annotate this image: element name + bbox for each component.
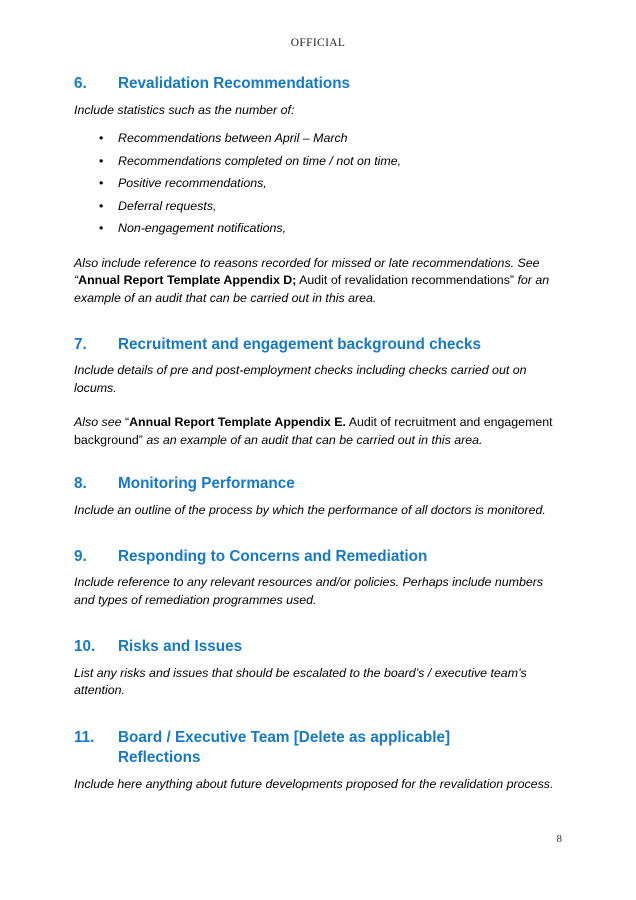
section-heading-6	[74, 74, 564, 95]
section-title-11	[118, 728, 564, 769]
section-heading-11	[74, 728, 564, 769]
bullet-icon: •	[99, 130, 104, 145]
section-7-para-1: Include details of pre and post-employment checks including checks carried out on locums.	[74, 363, 527, 395]
bullet-icon: •	[99, 221, 104, 236]
section-title-9: Responding to Concerns and Remediation	[118, 547, 428, 565]
section-title-10: Risks and Issues	[118, 638, 243, 656]
bullet-icon: •	[99, 176, 104, 191]
section-title-7: Recruitment and engagement background checks	[118, 335, 481, 353]
section-title-8: Monitoring Performance	[118, 475, 295, 493]
bullet-icon: •	[99, 198, 104, 213]
section-title-11-line2: Reflections	[118, 749, 201, 767]
section-heading-9	[74, 547, 564, 568]
section-7-para2-part1: Also see	[74, 415, 125, 430]
section-7-para2-part4: Audit of recruitment and engagement background”	[74, 415, 553, 447]
section-title-11-line1: Board / Executive Team [Delete as applicable]	[118, 728, 451, 746]
section-6-closing-part4: for an example of an audit that can be carried out in this area.	[74, 273, 550, 305]
section-number-11: 11.	[74, 728, 95, 746]
list-item-label: Positive recommendations,	[118, 176, 267, 191]
section-9-para-1: Include reference to any relevant resources and/or policies. Perhaps include numbers and types of remediation programmes used.	[74, 575, 544, 607]
section-heading-8	[74, 474, 564, 495]
section-heading-10	[74, 637, 564, 658]
section-6-closing-part3: Audit of revalidation recommendations”	[296, 273, 515, 288]
list-item	[74, 220, 564, 237]
section-6-appendix-reference: Annual Report Template Appendix D;	[78, 273, 297, 288]
section-6-intro: Include statistics such as the number of:	[74, 102, 295, 117]
list-item-label: Recommendations completed on time / not on time,	[118, 153, 402, 168]
list-item	[74, 153, 564, 170]
section-title-6: Revalidation Recommendations	[118, 75, 351, 92]
section-7-para-2	[74, 414, 564, 449]
section-6-bullet-list	[74, 130, 564, 238]
list-item-label: Deferral requests,	[118, 198, 217, 213]
section-number-7: 7.	[74, 335, 87, 353]
document-content	[74, 74, 564, 793]
classification-header: OFFICIAL	[290, 37, 346, 49]
section-6-closing-para	[74, 255, 564, 307]
list-item	[74, 175, 564, 192]
section-7-para2-part2: “	[124, 415, 130, 430]
section-number-8: 8.	[74, 475, 87, 493]
section-heading-7	[74, 335, 564, 356]
section-10-para-1: List any risks and issues that should be escalated to the board’s / executive team’s attention.	[74, 665, 527, 698]
section-11-para-1: Include here anything about future developments proposed for the revalidation process.	[74, 776, 554, 791]
section-8-para-1: Include an outline of the process by which the performance of all doctors is monitored.	[74, 502, 546, 517]
list-item-label: Non-engagement notifications,	[118, 221, 287, 236]
list-item	[74, 198, 564, 215]
section-6-closing-part1: Also include reference to reasons recorded for missed or late recommendations. See “	[74, 255, 540, 288]
list-item	[74, 130, 564, 147]
bullet-icon: •	[99, 153, 104, 168]
page-number: 8	[556, 833, 562, 845]
section-7-appendix-reference: Annual Report Template Appendix E.	[129, 415, 346, 430]
section-7-para2-part5: as an example of an audit that can be carried out in this area.	[142, 432, 483, 447]
section-number-6: 6.	[74, 75, 87, 92]
section-number-9: 9.	[74, 547, 87, 565]
list-item-label: Recommendations between April – March	[118, 130, 348, 145]
section-number-10: 10.	[74, 638, 96, 656]
